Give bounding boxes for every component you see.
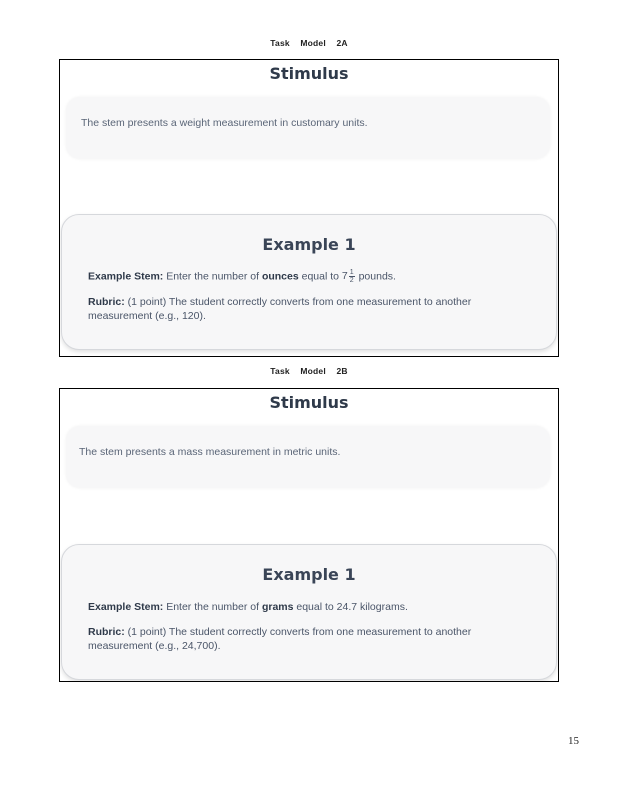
rubric-label: Rubric:: [88, 296, 125, 308]
stimulus-title: Stimulus: [269, 393, 349, 412]
example-stem-text: Enter the number of: [166, 601, 260, 613]
rubric: [88, 625, 486, 653]
task-model-label: Task Model 2A: [270, 38, 348, 48]
task-model-panel: [59, 388, 559, 682]
task-model-label: Task Model 2B: [270, 366, 348, 376]
stimulus-title: Stimulus: [269, 64, 349, 83]
example-box: [61, 214, 557, 350]
example-stem-unit: ounces: [261, 270, 299, 283]
fraction: [349, 269, 355, 284]
stimulus-box: [66, 426, 550, 488]
rubric: [88, 295, 486, 323]
stimulus-text: The stem presents a mass measurement in metric units.: [79, 446, 341, 458]
example-stem-label: Example Stem:: [88, 601, 164, 613]
example-stem-label: Example Stem:: [88, 270, 164, 283]
rubric-text: (1 point) The student correctly converts from one measurement to another measurement (e.g., 24,700).: [88, 626, 472, 652]
example-stem: [88, 269, 486, 284]
stimulus-box: [66, 97, 550, 159]
page-number: 15: [568, 735, 579, 747]
task-model-panel: [59, 59, 559, 357]
example-box: [61, 544, 557, 680]
example-stem-unit: grams: [261, 601, 294, 613]
fraction-denominator: 2: [349, 277, 354, 284]
mixed-number: [342, 270, 356, 282]
rubric-label: Rubric:: [88, 626, 125, 638]
example-stem-text: Enter the number of: [166, 270, 260, 283]
example-stem: [88, 600, 486, 614]
fraction-numerator: 1: [349, 269, 354, 276]
example-title: Example 1: [262, 565, 356, 584]
example-stem-end: pounds.: [358, 270, 396, 283]
mixed-number-whole: 7: [341, 270, 348, 283]
rubric-text: (1 point) The student correctly converts from one measurement to another measurement (e.g., 120).: [88, 296, 472, 322]
example-title: Example 1: [262, 235, 356, 254]
stimulus-text: The stem presents a weight measurement in customary units.: [81, 117, 368, 129]
example-stem-mid: equal to: [301, 270, 339, 283]
example-stem-end: equal to 24.7 kilograms.: [296, 601, 408, 613]
